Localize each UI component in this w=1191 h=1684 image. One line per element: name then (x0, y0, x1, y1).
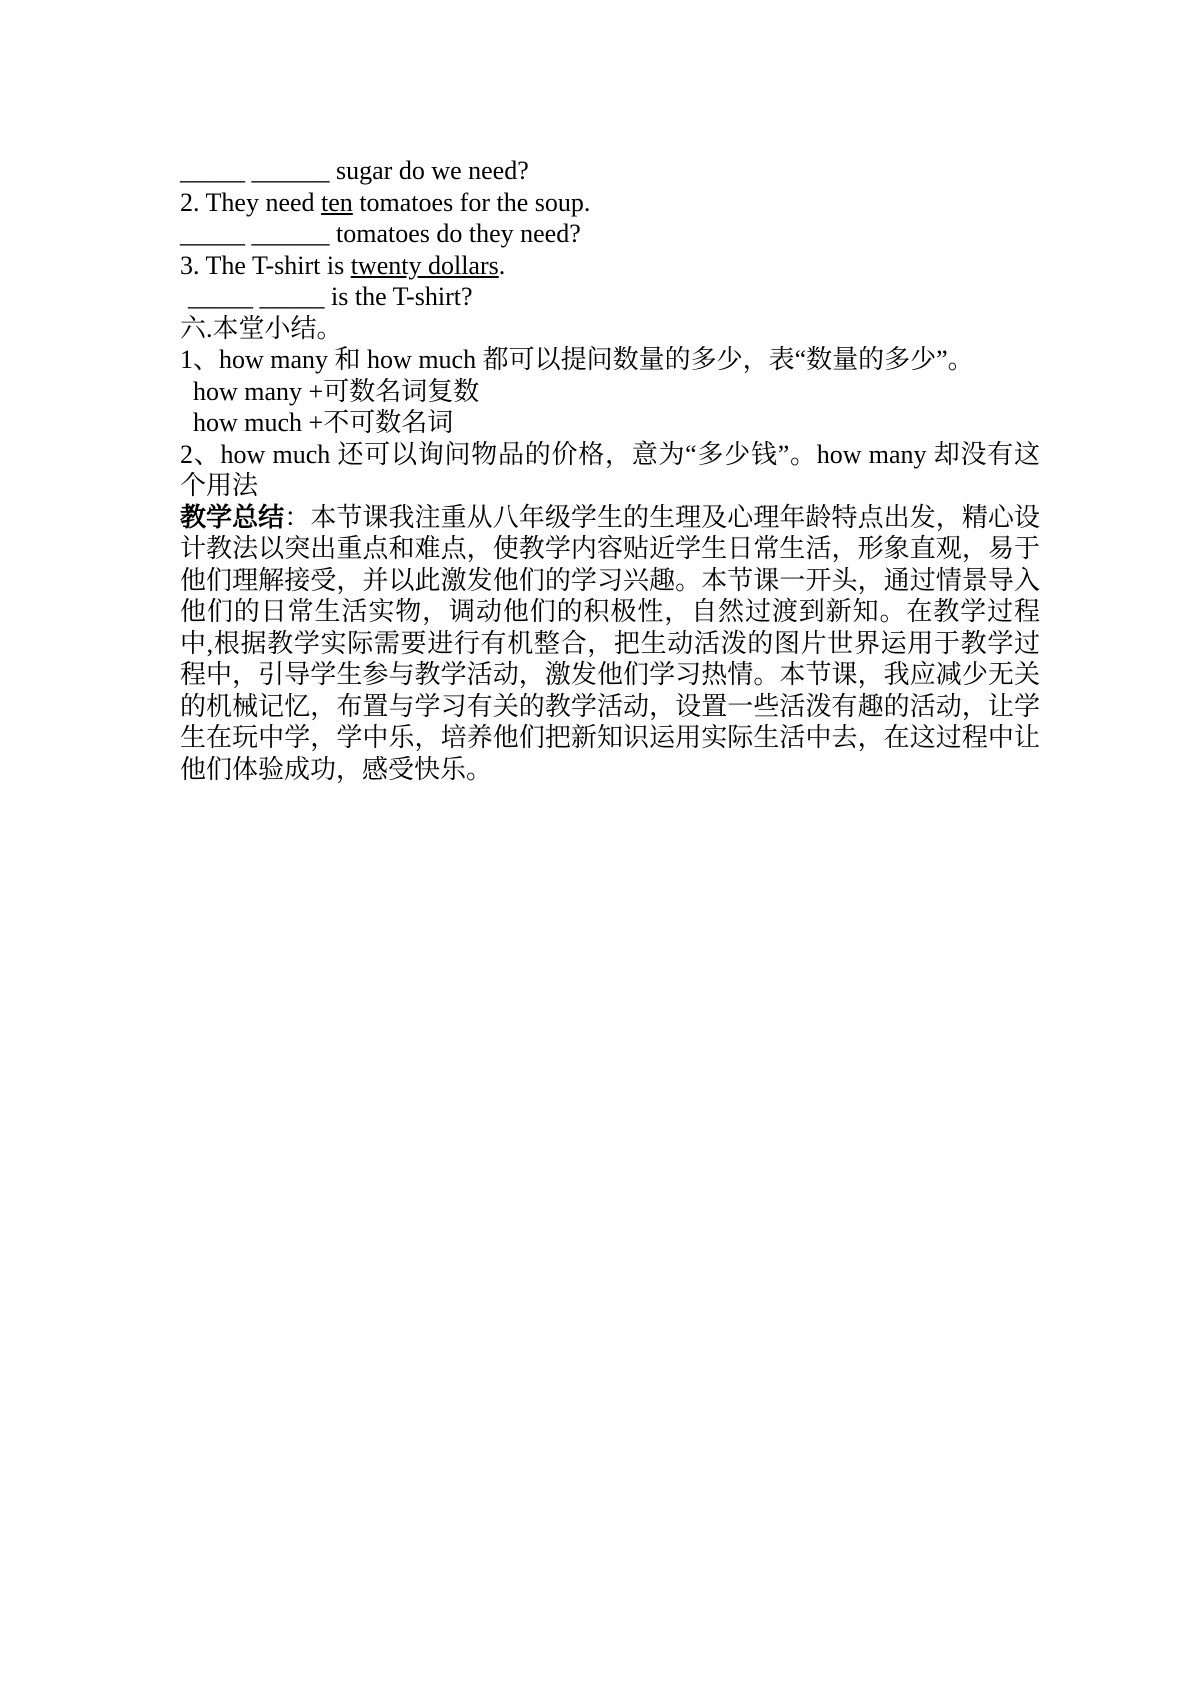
teaching-conclusion (180, 502, 1040, 786)
question-text: 2. They need (180, 187, 322, 217)
exercise-line-3 (180, 281, 1040, 313)
exercise-line-1 (180, 155, 1040, 187)
answer-blank[interactable]: _____ _____ (188, 282, 325, 311)
exercise-text: tomatoes do they need? (329, 219, 581, 248)
exercise-line-2 (180, 218, 1040, 250)
summary-point-1b: how much +不可数名词 (193, 408, 454, 437)
conclusion-text: 本节课我注重从八年级学生的生理及心理年龄特点出发，精心设计教法以突出重点和难点，使教学内容贴近学生日常生活，形象直观，易于他们理解接受，并以此激发他们的学习兴趣。本节课一开头，通过情景导入他们的日常生活实物，调动他们的积极性，自然过渡到新知。在教学过程中,根据教学实际需要进行有机整合，把生动活泼的图片世界运用于教学过程中，引导学生参与教学活动，激发他们学习热情。本节课，我应减少无关的机械记忆，布置与学习有关的教学活动，设置一些活泼有趣的活动，让学生在玩中学，学中乐，培养他们把新知识运用实际生活中去，在这过程中让他们体验成功，感受快乐。 (180, 502, 1040, 784)
summary-point-1: 1、how many 和 how much 都可以提问数量的多少，表“数量的多少”。 (180, 345, 974, 374)
question-text: 3. The T-shirt is (180, 250, 351, 280)
summary-point-1a: how many +可数名词复数 (193, 376, 480, 406)
exercise-text: is the T-shirt? (324, 282, 473, 311)
question-text: tomatoes for the soup. (352, 187, 591, 217)
document-page (180, 155, 1040, 785)
underlined-phrase: twenty dollars (350, 250, 499, 280)
conclusion-colon: ： (284, 502, 311, 532)
underlined-word: ten (321, 187, 353, 217)
summary-heading: 六.本堂小结。 (180, 313, 343, 343)
summary-point-2: 2、how much 还可以询问物品的价格，意为“多少钱”。how many 却没有这个用法 (180, 439, 1040, 500)
question-text: . (498, 250, 506, 280)
conclusion-label: 教学总结 (180, 502, 285, 532)
exercise-text: sugar do we need? (329, 156, 529, 185)
question-2 (180, 187, 1040, 219)
question-3 (180, 250, 1040, 282)
answer-blank[interactable]: _____ ______ (180, 219, 330, 248)
answer-blank[interactable]: _____ ______ (180, 156, 330, 185)
